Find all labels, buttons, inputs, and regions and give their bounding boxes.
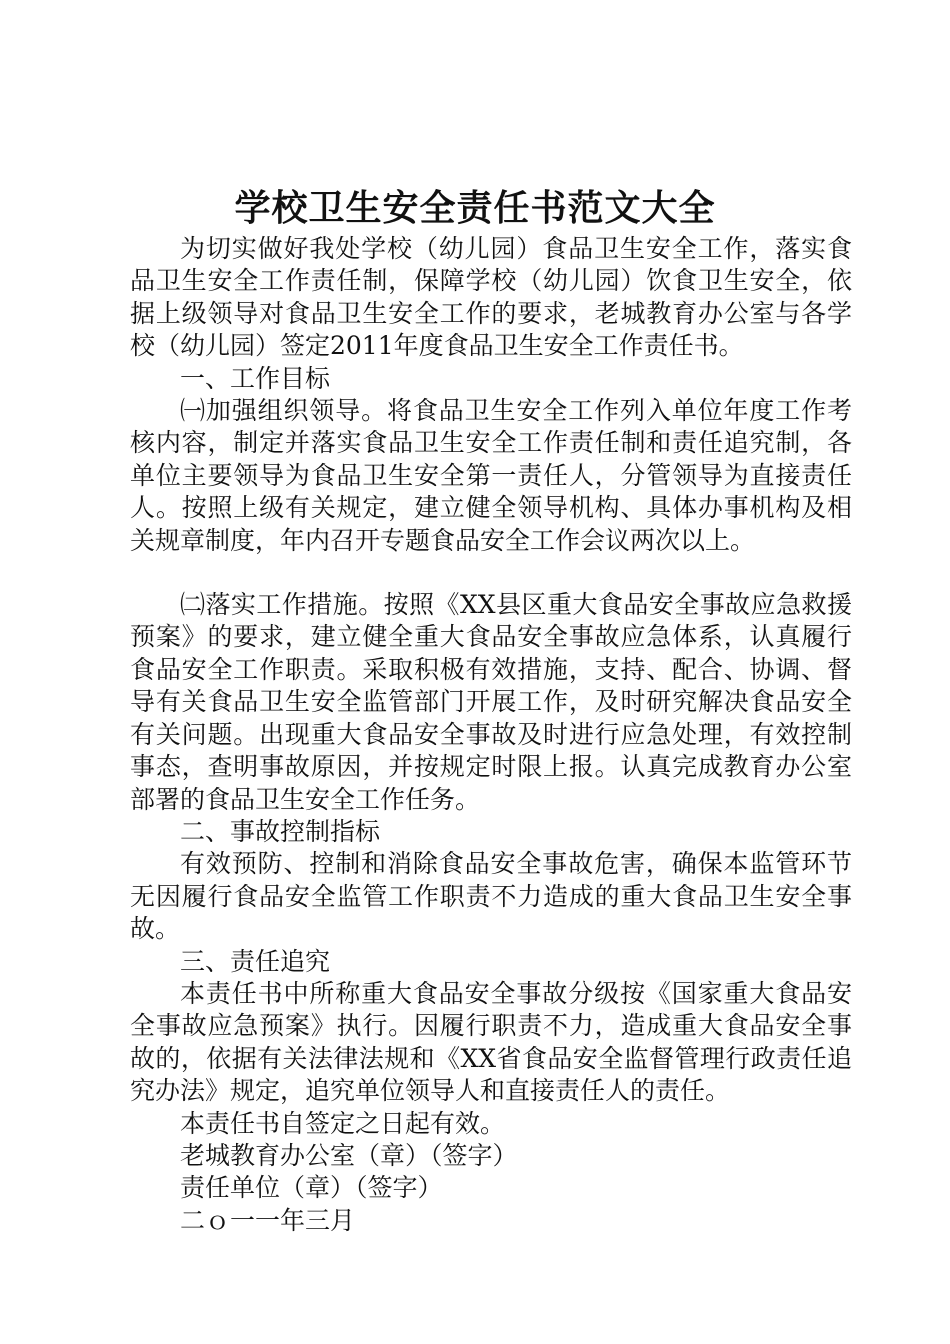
document-title: 学校卫生安全责任书范文大全: [234, 187, 716, 229]
signature-line-unit: 责任单位（章）（签字）: [180, 1173, 443, 1203]
section-heading-accountability: 三、责任追究: [180, 946, 331, 976]
control-paragraph: 有效预防、控制和消除食品安全事故危害，确保本监管环节无因履行食品安全监管工作职责不力造成的重大食品卫生安全事故。: [130, 849, 852, 944]
goal-item-2-paragraph: ㈡落实工作措施。按照《XX县区重大食品安全事故应急救援预案》的要求，建立健全重大食品安全事故应急体系，认真履行食品安全工作职责。采取积极有效措施，支持、配合、协调、督导有关食品卫生安全监管部门开展工作，及时研究解决食品安全有关问题。出现重大食品安全事故及时进行应急处理，有效控制事态，查明事故原因，并按规定时限上报。认真完成教育办公室部署的食品卫生安全工作任务。: [130, 590, 852, 814]
document-body: [130, 233, 852, 1237]
signature-line-office: 老城教育办公室（章）（签字）: [180, 1140, 518, 1170]
goal-item-1-paragraph: ㈠加强组织领导。将食品卫生安全工作列入单位年度工作考核内容，制定并落实食品卫生安全工作责任制和责任追究制，各单位主要领导为食品卫生安全第一责任人，分管领导为直接责任人。按照上级有关规定，建立健全领导机构、具体办事机构及相关规章制度，年内召开专题食品安全工作会议两次以上。: [130, 396, 852, 555]
date-line: 二ｏ一一年三月: [180, 1205, 356, 1235]
accountability-paragraph: 本责任书中所称重大食品安全事故分级按《国家重大食品安全事故应急预案》执行。因履行职责不力，造成重大食品安全事故的，依据有关法律法规和《XX省食品安全监督管理行政责任追究办法》规定，追究单位领导人和直接责任人的责任。: [130, 978, 852, 1106]
paragraph-spacer: [130, 557, 852, 589]
section-heading-goals: 一、工作目标: [180, 363, 331, 393]
intro-paragraph: 为切实做好我处学校（幼儿园）食品卫生安全工作，落实食品卫生安全工作责任制，保障学校（幼儿园）饮食卫生安全，依据上级领导对食品卫生安全工作的要求，老城教育办公室与各学校（幼儿园）签定2011年度食品卫生安全工作责任书。: [130, 234, 852, 361]
effective-date-line: 本责任书自签定之日起有效。: [180, 1108, 506, 1138]
section-heading-control: 二、事故控制指标: [180, 816, 381, 846]
